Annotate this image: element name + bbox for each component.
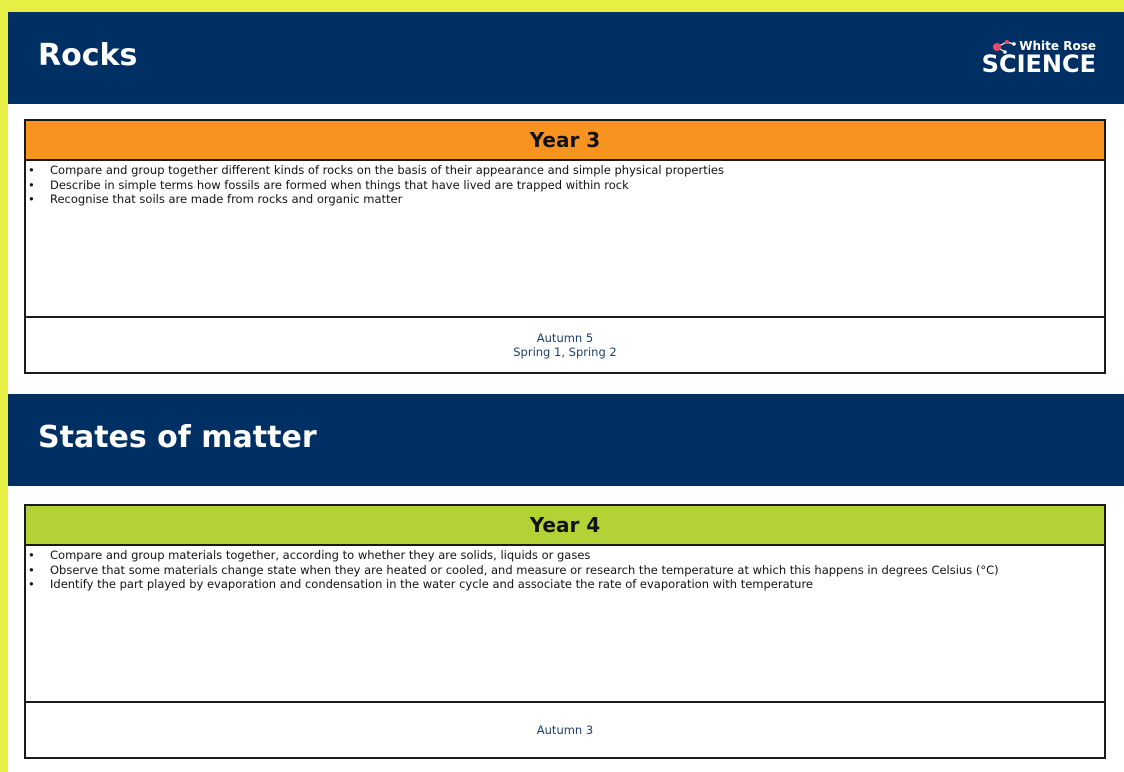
term-info [26,316,1104,374]
term-line: Autumn 5 [536,331,594,345]
objective-item: • Observe that some materials change state when they are heated or cooled, and measure or research the temperature at which this happens in degrees Celsius (°C) [50,563,1100,578]
year-card-rocks [24,119,1106,374]
objective-item: • Recognise that soils are made from rocks and organic matter [50,192,1100,207]
objective-item: • Compare and group materials together, according to whether they are solids, liquids or gases [50,548,1100,563]
objective-list [26,163,1100,207]
year-card-states-of-matter [24,504,1106,759]
objective-item: • Describe in simple terms how fossils are formed when things that have lived are trapped within rock [50,178,1100,193]
term-line: Spring 1, Spring 2 [513,345,617,359]
topic-header-states-of-matter [8,394,1124,486]
logo-text-top: White Rose [1019,39,1096,53]
white-rose-science-logo [972,38,1096,80]
topic-header-rocks [8,12,1124,104]
term-line: Autumn 3 [536,723,594,737]
year-heading: Year 4 [26,506,1104,546]
topic-title: States of matter [38,420,317,455]
topic-title: Rocks [38,38,138,73]
objective-list [26,548,1100,592]
objective-item: • Compare and group together different kinds of rocks on the basis of their appearance and simple physical properties [50,163,1100,178]
term-info [26,701,1104,759]
objective-item: • Identify the part played by evaporation and condensation in the water cycle and associate the rate of evaporation with temperature [50,577,1100,592]
year-heading: Year 3 [26,121,1104,161]
logo-text-main: SCIENCE [981,50,1096,78]
curriculum-page [8,12,1124,772]
